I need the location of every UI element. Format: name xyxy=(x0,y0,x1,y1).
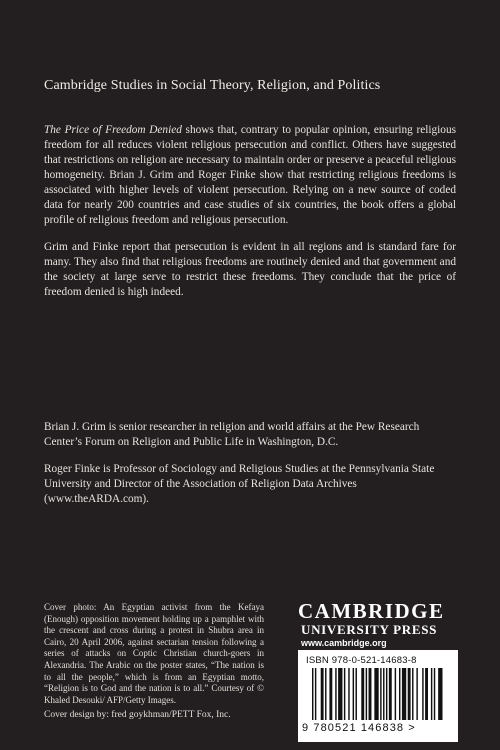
publisher-logo xyxy=(298,600,463,648)
book-description xyxy=(44,123,456,312)
publisher-press: UNIVERSITY PRESS xyxy=(301,622,438,637)
isbn-label: ISBN 978-0-521-14683-8 xyxy=(306,655,417,666)
cover-photo-credit: Cover photo: An Egyptian activist from the Kefaya (Enough) opposition movement holding up a pamphlet with the crescent and cross during a protest in Shubra area in Cairo, 20 April 2006, against sectarian tension following a series of attacks on Coptic Christian church-goers in Alexandria. The Arabic on the poster states, “The nation is to all the people,” which is from an Egyptian motto, “Religion is to God and the nation is to all.” Courtesy of © Khaled Desouki/ AFP/Getty Images. xyxy=(44,602,264,705)
barcode-image xyxy=(306,668,446,720)
book-title: The Price of Freedom Denied xyxy=(44,124,182,136)
isbn-barcode xyxy=(298,650,458,742)
barcode-number: 9 780521 146838 > xyxy=(302,722,416,734)
cover-design-credit: Cover design by: fred goykhman/PETT Fox, Inc. xyxy=(44,710,231,720)
description-paragraph-1-text: shows that, contrary to popular opinion, ensuring religious freedom for all reduces violent religious persecution and conflict. Others have suggested that restrictions on religion are necessary to maintain order or preserve a peaceful religious homogeneity. Brian J. Grim and Roger Finke show that restricting religious freedoms is associated with higher levels of violent persecution. Relying on a new source of coded data for nearly 200 countries and case studies of six countries, the book offers a global profile of religious freedom and religious persecution. xyxy=(44,124,456,226)
author-bio-finke: Roger Finke is Professor of Sociology and Religious Studies at the Pennsylvania State University and Director of the Association of Religion Data Archives (www.theARDA.com). xyxy=(44,463,435,505)
publisher-name: CAMBRIDGE xyxy=(298,599,445,623)
publisher-url: www.cambridge.org xyxy=(301,638,387,648)
author-bio-grim: Brian J. Grim is senior researcher in religion and world affairs at the Pew Research Center’s Forum on Religion and Public Life in Washington, D.C. xyxy=(44,421,420,448)
description-paragraph-1 xyxy=(44,123,456,228)
description-paragraph-2: Grim and Finke report that persecution is evident in all regions and is standard fare for many. They also find that religious freedoms are routinely denied and that government and the society at large serve to restrict these freedoms. They conclude that the price of freedom denied is high indeed. xyxy=(44,241,456,298)
author-bios xyxy=(44,420,456,519)
series-title: Cambridge Studies in Social Theory, Religion, and Politics xyxy=(44,78,381,93)
